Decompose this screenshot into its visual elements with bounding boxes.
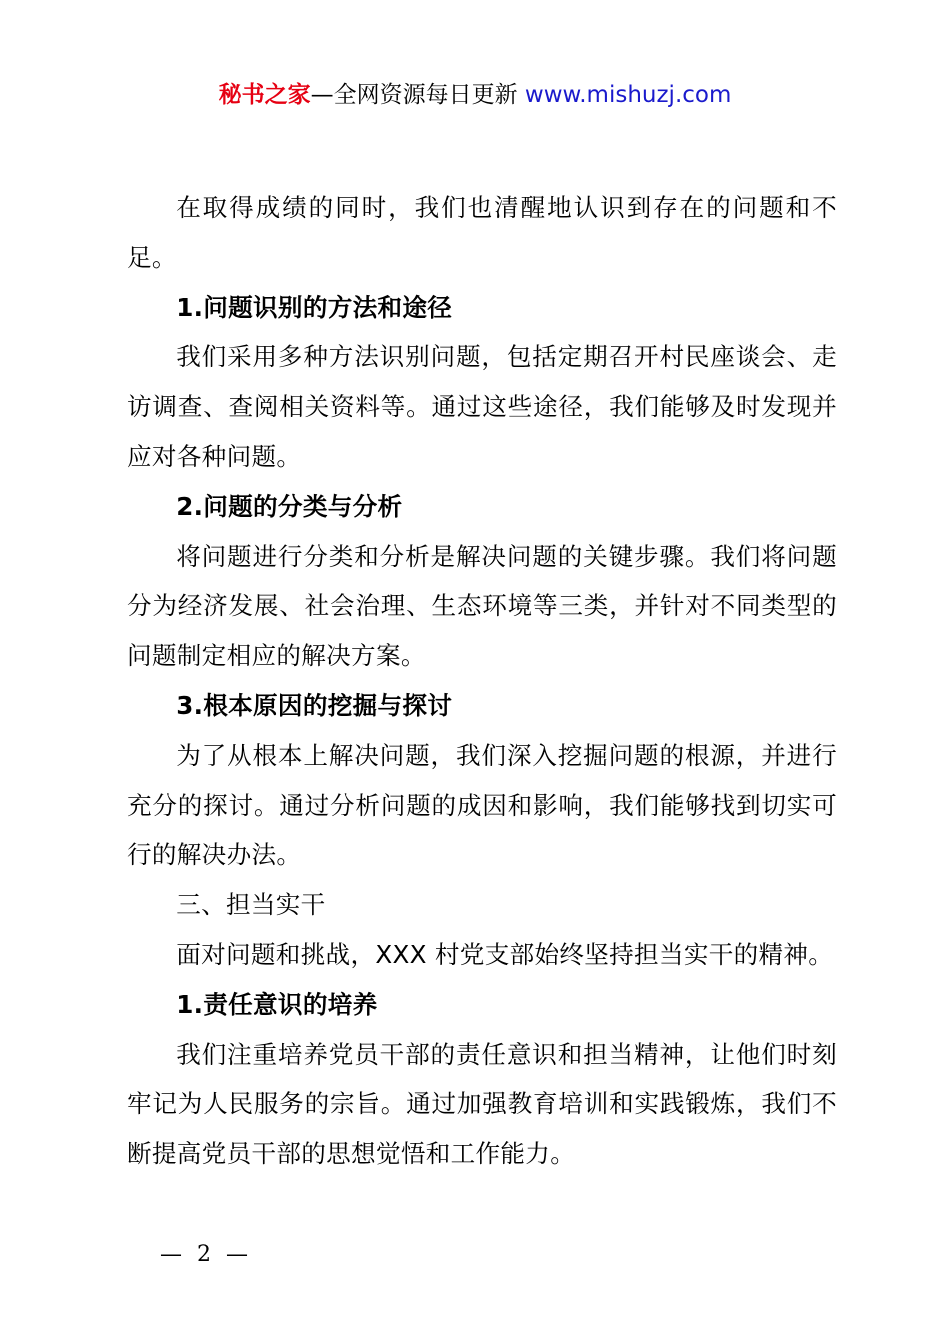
heading-responsibility: 1.责任意识的培养: [176, 989, 378, 1019]
site-url-link[interactable]: www.mishuzj.com: [524, 82, 732, 108]
heading-problem-identification: 1.问题识别的方法和途径: [176, 292, 453, 322]
heading-problem-classification: 2.问题的分类与分析: [176, 491, 403, 521]
paragraph-3: 将问题进行分类和分析是解决问题的关键步骤。我们将问题分为经济发展、社会治理、生态环境等三类，并针对不同类型的问题制定相应的解决方案。: [127, 541, 837, 671]
site-tagline: —全网资源每日更新: [310, 82, 518, 108]
site-brand: 秘书之家: [218, 82, 311, 108]
paragraph-5: 面对问题和挑战，XXX 村党支部始终坚持担当实干的精神。: [176, 939, 834, 969]
paragraph-1: 在取得成绩的同时，我们也清醒地认识到存在的问题和不足。: [127, 193, 837, 272]
page-number: — 2 —: [160, 1242, 252, 1267]
document-body: [127, 183, 837, 1179]
paragraph-2: 我们采用多种方法识别问题，包括定期召开村民座谈会、走访调查、查阅相关资料等。通过这些途径，我们能够及时发现并应对各种问题。: [127, 342, 837, 471]
paragraph-4: 为了从根本上解决问题，我们深入挖掘问题的根源，并进行充分的探讨。通过分析问题的成因和影响，我们能够找到切实可行的解决办法。: [127, 740, 837, 870]
paragraph-6: 我们注重培养党员干部的责任意识和担当精神，让他们时刻牢记为人民服务的宗旨。通过加强教育培训和实践锻炼，我们不断提高党员干部的思想觉悟和工作能力。: [127, 1039, 837, 1169]
section-heading-3: 三、担当实干: [176, 890, 326, 920]
heading-root-cause: 3.根本原因的挖掘与探讨: [176, 690, 453, 720]
site-header: [0, 79, 950, 111]
